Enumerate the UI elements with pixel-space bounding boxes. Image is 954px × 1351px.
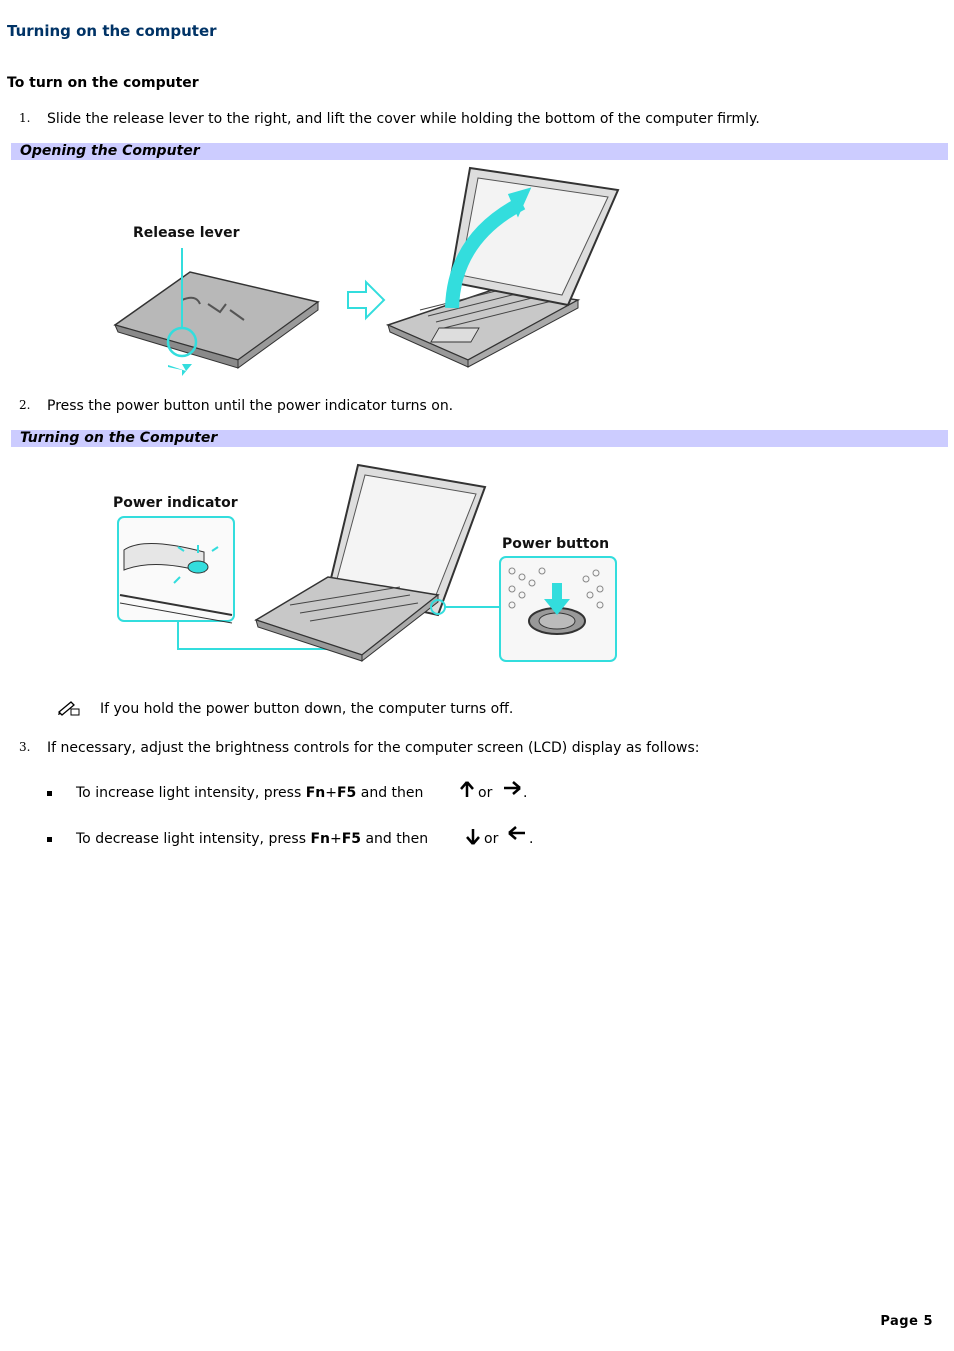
right-arrow-icon — [502, 780, 522, 796]
sentence-end: . — [529, 831, 534, 847]
step-text: If necessary, adjust the brightness controls for the computer screen (LCD) display as follows: — [47, 740, 700, 756]
down-arrow-icon — [465, 828, 481, 846]
figure-caption: Turning on the Computer — [11, 430, 948, 447]
step-text: Press the power button until the power indicator turns on. — [47, 398, 454, 414]
turning-on-computer-figure — [100, 455, 630, 670]
note-text: If you hold the power button down, the computer turns off. — [100, 701, 514, 717]
bullet-marker — [47, 791, 52, 796]
step-number: 3. — [19, 740, 31, 754]
section-subtitle: To turn on the computer — [7, 75, 199, 91]
step-number: 2. — [19, 398, 31, 412]
list-item: To increase light intensity, press Fn+F5 and then — [76, 785, 424, 801]
power-indicator-label: Power indicator — [113, 495, 238, 511]
opening-computer-figure — [100, 160, 630, 390]
release-lever-label: Release lever — [133, 225, 240, 241]
sentence-end: . — [523, 785, 528, 801]
left-arrow-icon — [507, 825, 527, 841]
or-text: or — [484, 831, 499, 847]
list-item: To decrease light intensity, press Fn+F5 and then — [76, 831, 429, 847]
step-text: Slide the release lever to the right, and lift the cover while holding the bottom of the computer firmly. — [47, 111, 760, 127]
note-pencil-icon — [57, 698, 81, 716]
power-button-label: Power button — [502, 536, 610, 552]
up-arrow-icon — [459, 780, 475, 798]
figure-caption: Opening the Computer — [11, 143, 948, 160]
page-number: Page 5 — [880, 1314, 933, 1329]
page-title: Turning on the computer — [7, 22, 217, 40]
or-text: or — [478, 785, 493, 801]
step-number: 1. — [19, 111, 31, 125]
bullet-marker — [47, 837, 52, 842]
